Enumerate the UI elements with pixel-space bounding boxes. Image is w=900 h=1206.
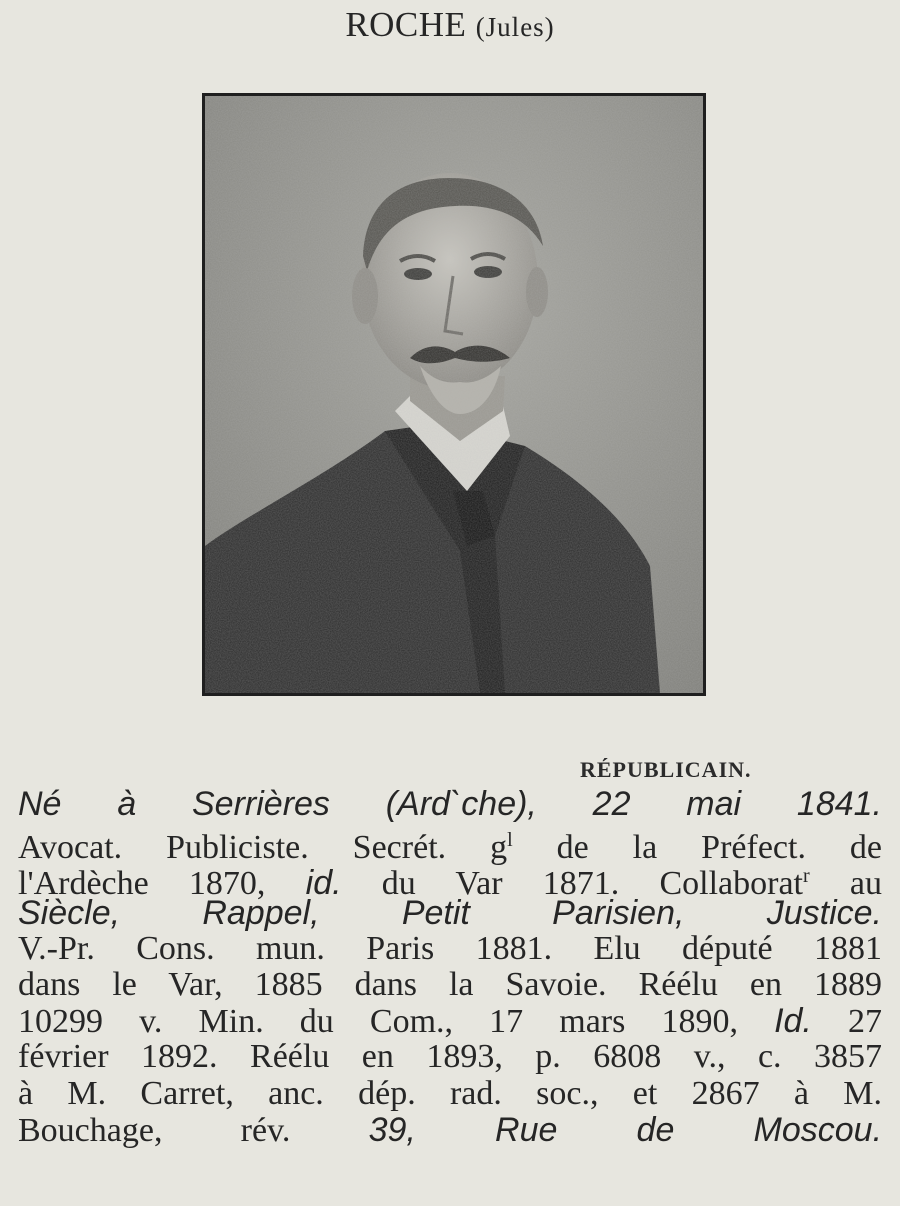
bio-text: au xyxy=(809,865,882,903)
deputy-address: 39, Rue de Moscou. xyxy=(368,1110,883,1149)
bio-line-10 xyxy=(18,1112,882,1148)
bio-line-2 xyxy=(18,822,883,867)
bio-line-4: Siècle, Rappel, Petit Parisien, Justice. xyxy=(18,893,882,932)
bio-line-8: février 1892. Réélu en 1893, p. 6808 v., c. 3857 xyxy=(18,1038,882,1076)
bio-line-1: Né à Serrières (Ard`che), 22 mai 1841. xyxy=(18,785,882,823)
bio-text: 27 xyxy=(811,1003,883,1041)
bio-text: Bouchage, rév. xyxy=(18,1111,291,1149)
bio-line-3 xyxy=(18,858,882,903)
bio-line-7 xyxy=(18,1003,882,1039)
bio-line-5: V.-Pr. Cons. mun. Paris 1881. Elu député 1881 xyxy=(18,929,882,967)
bio-superscript: r xyxy=(803,865,810,888)
bio-italic: id. xyxy=(305,864,342,903)
bio-text: du Var 1871. Collaborat xyxy=(341,865,804,903)
bio-text: l'Ardèche 1870, xyxy=(18,865,306,903)
page-title xyxy=(0,0,900,52)
bio-text: de la Préfect. de xyxy=(512,829,883,867)
portrait-illustration xyxy=(205,96,703,693)
bio-text: Avocat. Publiciste. Secrét. g xyxy=(18,829,508,867)
bio-italic: Id. xyxy=(774,1002,812,1041)
deputy-firstname: (Jules) xyxy=(475,12,555,42)
biography-text xyxy=(18,786,882,1148)
bio-text: 10299 v. Min. du Com., 17 mars 1890, xyxy=(18,1003,775,1041)
bio-line-6: dans le Var, 1885 dans la Savoie. Réélu en 1889 xyxy=(18,965,882,1003)
portrait-photo xyxy=(202,93,706,696)
bio-superscript: l xyxy=(507,829,513,852)
party-affiliation: RÉPUBLICAIN. xyxy=(580,757,752,782)
deputy-surname: ROCHE xyxy=(345,5,467,44)
bio-line-9: à M. Carret, anc. dép. rad. soc., et 2867 à M. xyxy=(18,1074,882,1112)
